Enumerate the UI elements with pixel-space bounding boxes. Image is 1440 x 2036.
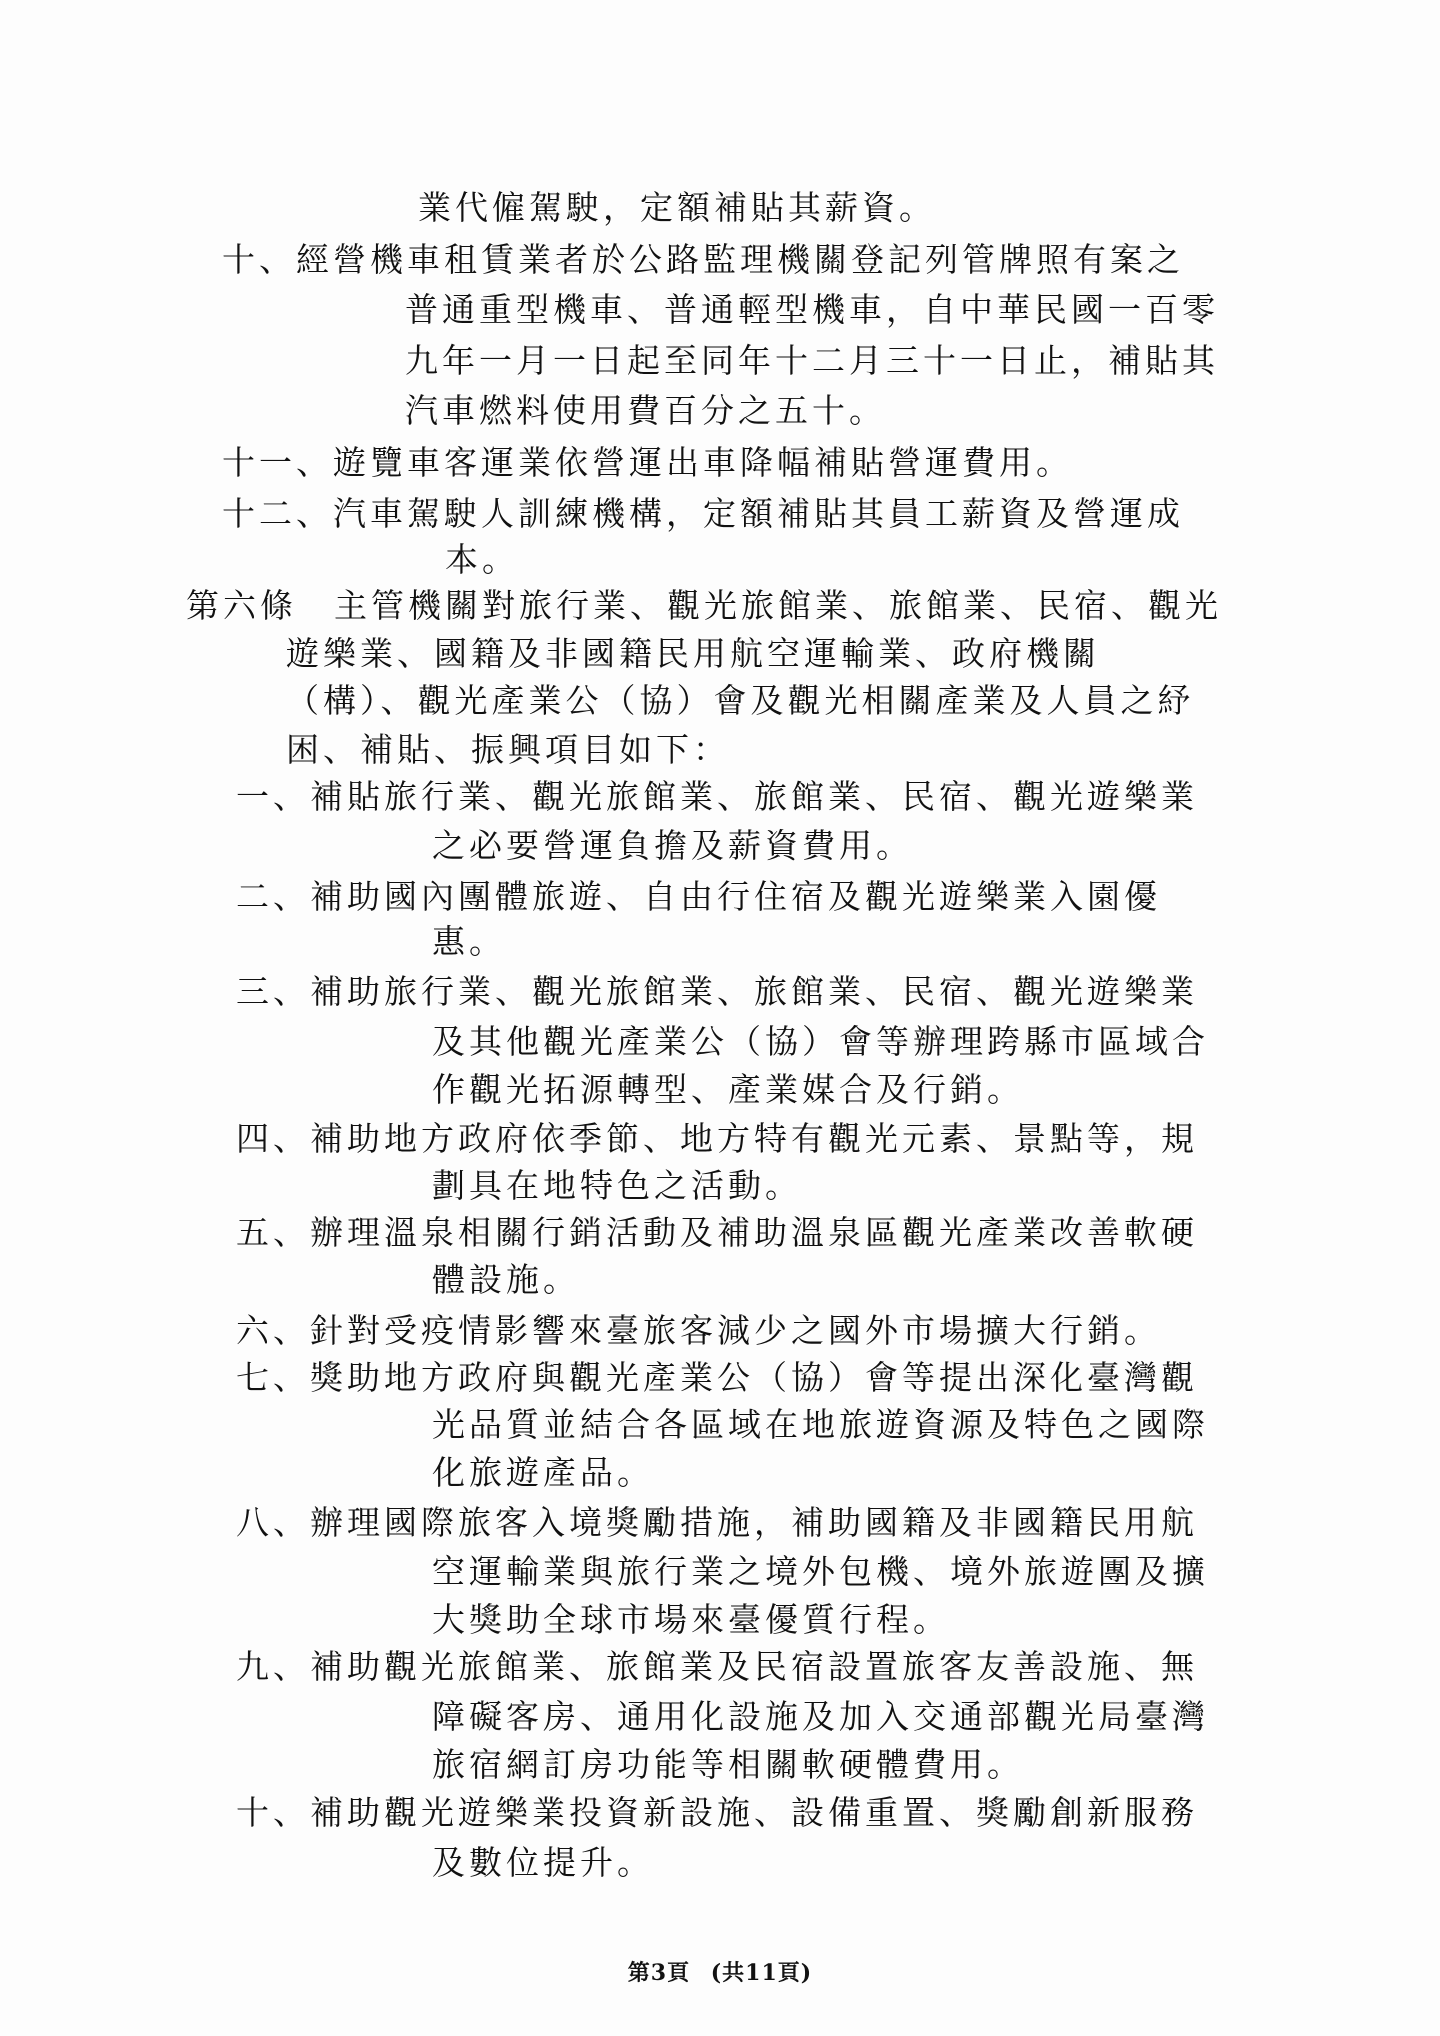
- text-line: 九年一月一日起至同年十二月三十一日止，補貼其: [405, 341, 1219, 380]
- text-line: 十二、汽車駕駛人訓練機構，定額補貼其員工薪資及營運成: [222, 494, 1184, 533]
- text-line: 九、補助觀光旅館業、旅館業及民宿設置旅客友善設施、無: [236, 1647, 1198, 1686]
- text-line: 障礙客房、通用化設施及加入交通部觀光局臺灣: [432, 1697, 1209, 1736]
- text-line: 光品質並結合各區域在地旅遊資源及特色之國際: [432, 1405, 1209, 1444]
- text-line: 汽車燃料使用費百分之五十。: [405, 391, 886, 430]
- text-line: 及其他觀光產業公（協）會等辦理跨縣市區域合: [432, 1022, 1209, 1061]
- text-line: 普通重型機車、普通輕型機車，自中華民國一百零: [405, 290, 1219, 329]
- text-line: 三、補助旅行業、觀光旅館業、旅館業、民宿、觀光遊樂業: [236, 972, 1198, 1011]
- text-line: 作觀光拓源轉型、產業媒合及行銷。: [432, 1070, 1024, 1109]
- text-line: 惠。: [432, 922, 506, 961]
- text-line: 劃具在地特色之活動。: [432, 1166, 802, 1205]
- text-line: 困、補貼、振興項目如下：: [286, 730, 730, 769]
- text-line: 五、辦理溫泉相關行銷活動及補助溫泉區觀光產業改善軟硬: [236, 1213, 1198, 1252]
- text-line: 本。: [445, 540, 519, 579]
- text-line: 體設施。: [432, 1260, 580, 1299]
- text-line: 大獎助全球市場來臺優質行程。: [432, 1600, 950, 1639]
- text-line: 一、補貼旅行業、觀光旅館業、旅館業、民宿、觀光遊樂業: [236, 777, 1198, 816]
- text-line: 及數位提升。: [432, 1843, 654, 1882]
- text-line: 業代僱駕駛，定額補貼其薪資。: [418, 188, 936, 227]
- text-line: 旅宿網訂房功能等相關軟硬體費用。: [432, 1745, 1024, 1784]
- page-number: 第3頁: [627, 1960, 691, 1986]
- text-line: 二、補助國內團體旅遊、自由行住宿及觀光遊樂業入園優: [236, 877, 1161, 916]
- page-total: (共11頁): [710, 1960, 813, 1986]
- text-line: 七、獎助地方政府與觀光產業公（協）會等提出深化臺灣觀: [236, 1358, 1198, 1397]
- text-line: 八、辦理國際旅客入境獎勵措施，補助國籍及非國籍民用航: [236, 1503, 1198, 1542]
- text-line: 六、針對受疫情影響來臺旅客減少之國外市場擴大行銷。: [236, 1311, 1161, 1350]
- text-line: 化旅遊產品。: [432, 1453, 654, 1492]
- text-line: 十、經營機車租賃業者於公路監理機關登記列管牌照有案之: [222, 240, 1184, 279]
- text-line: （構）、觀光產業公（協）會及觀光相關產業及人員之紓: [286, 681, 1195, 720]
- text-line: 十一、遊覽車客運業依營運出車降幅補貼營運費用。: [222, 443, 1073, 482]
- text-line: 十、補助觀光遊樂業投資新設施、設備重置、獎勵創新服務: [236, 1793, 1198, 1832]
- page-footer: [0, 1956, 1440, 1987]
- text-line: 之必要營運負擔及薪資費用。: [432, 826, 913, 865]
- text-line: 四、補助地方政府依季節、地方特有觀光元素、景點等，規: [236, 1119, 1198, 1158]
- text-line: 遊樂業、國籍及非國籍民用航空運輸業、政府機關: [286, 634, 1100, 673]
- text-line: 空運輸業與旅行業之境外包機、境外旅遊團及擴: [432, 1552, 1209, 1591]
- text-line: 第六條 主管機關對旅行業、觀光旅館業、旅館業、民宿、觀光: [186, 586, 1222, 625]
